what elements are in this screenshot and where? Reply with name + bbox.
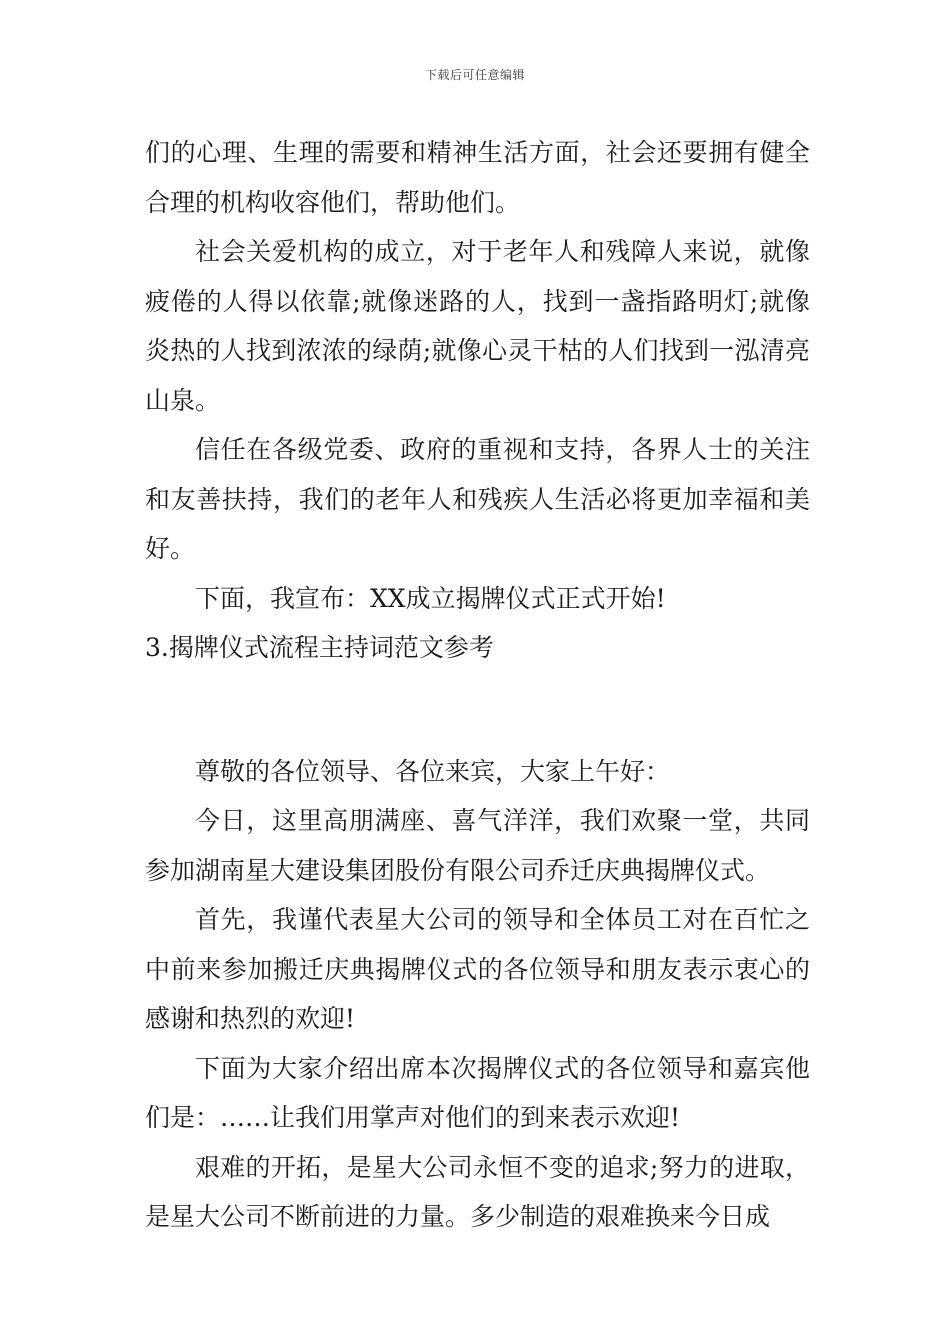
blank-space xyxy=(145,673,810,747)
header-note: 下载后可任意编辑 xyxy=(424,68,525,82)
section-heading: 3.揭牌仪式流程主持词范文参考 xyxy=(145,633,494,662)
paragraph: 首先，我谨代表星大公司的领导和全体员工对在百忙之中前来参加搬迁庆典揭牌仪式的各位领导和朋友表示衷心的感谢和热烈的欢迎! xyxy=(145,905,810,1033)
paragraph: 社会关爱机构的成立，对于老年人和残障人来说，就像疲倦的人得以依靠;就像迷路的人，找到一盏指路明灯;就像炎热的人找到浓浓的绿荫;就像心灵干枯的人们找到一泓清亮山泉。 xyxy=(145,237,810,415)
paragraph: 信任在各级党委、政府的重视和支持，各界人士的关注和友善扶持，我们的老年人和残疾人生活必将更加幸福和美好。 xyxy=(145,435,810,563)
paragraph: 尊敬的各位领导、各位来宾，大家上午好： xyxy=(195,756,671,786)
document-body xyxy=(145,128,810,1242)
paragraph: 下面为大家介绍出席本次揭牌仪式的各位领导和嘉宾他们是：……让我们用掌声对他们的到来表示欢迎! xyxy=(145,1053,810,1132)
paragraph: 下面，我宣布：XX成立揭牌仪式正式开始! xyxy=(195,583,666,613)
paragraph: 们的心理、生理的需要和精神生活方面，社会还要拥有健全合理的机构收容他们，帮助他们。 xyxy=(145,138,810,217)
paragraph: 艰难的开拓，是星大公司永恒不变的追求;努力的进取，是星大公司不断前进的力量。多少制造的艰难换来今日成 xyxy=(145,1152,810,1231)
paragraph: 今日，这里高朋满座、喜气洋洋，我们欢聚一堂，共同参加湖南星大建设集团股份有限公司乔迁庆典揭牌仪式。 xyxy=(145,806,810,885)
